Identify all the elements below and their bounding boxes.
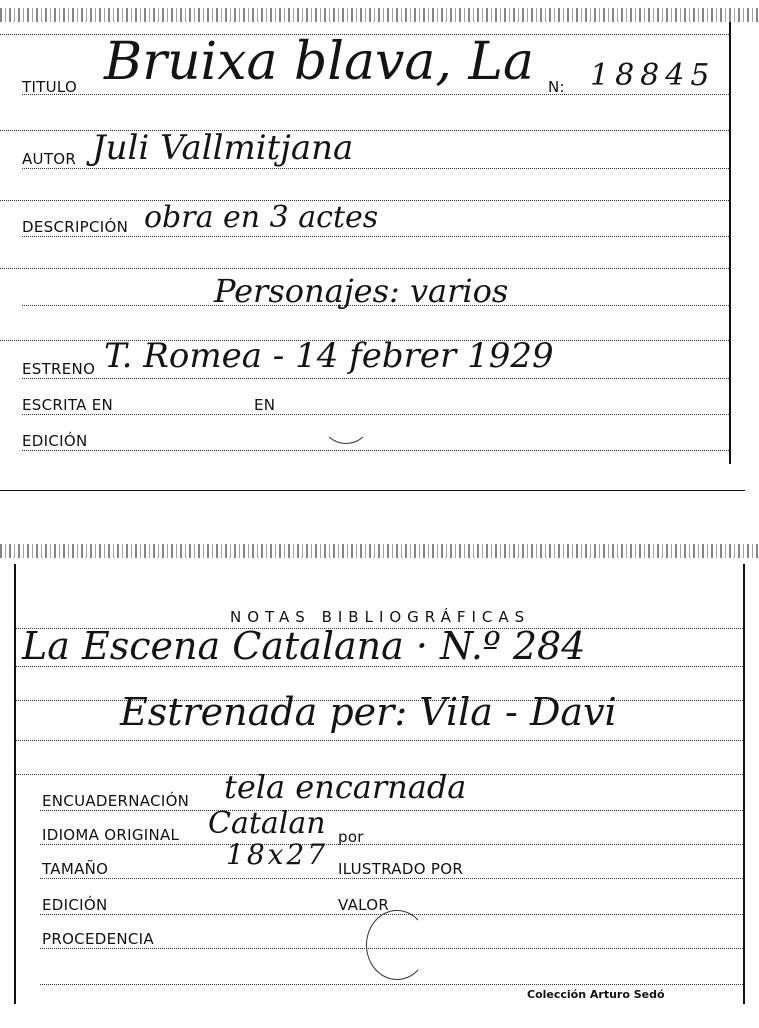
rule xyxy=(40,844,743,845)
numero-value: 18845 xyxy=(590,58,716,93)
notas-title: NOTAS BIBLIOGRÁFICAS xyxy=(230,608,531,626)
card-left-border xyxy=(14,564,16,1004)
idioma-value: Catalan xyxy=(208,806,326,841)
autor-label: AUTOR xyxy=(22,150,77,168)
procedencia-label: PROCEDENCIA xyxy=(42,930,154,948)
catalog-card-back xyxy=(0,538,759,1028)
card-right-border xyxy=(743,564,745,1004)
ilustrado-label: ILUSTRADO POR xyxy=(338,860,464,878)
descripcion-label: DESCRIPCIÓN xyxy=(22,218,129,236)
tamano-label: TAMAÑO xyxy=(42,860,109,878)
rule xyxy=(22,94,729,95)
estreno-label: ESTRENO xyxy=(22,360,96,378)
titulo-value: Bruixa blava, La xyxy=(104,32,534,92)
card-bottom-edge xyxy=(0,490,745,491)
catalog-card-front xyxy=(0,0,759,495)
idioma-label: IDIOMA ORIGINAL xyxy=(42,826,180,844)
stamp-mark xyxy=(322,400,370,444)
encuadernacion-label: ENCUADERNACIÓN xyxy=(42,792,190,810)
estreno-value: T. Romea - 14 febrer 1929 xyxy=(104,336,554,376)
en-label: EN xyxy=(254,396,276,414)
rule xyxy=(40,878,743,879)
nota-line-1: La Escena Catalana · N.º 284 xyxy=(22,624,586,668)
collection-credit: Colección Arturo Sedó xyxy=(527,988,665,1001)
rule xyxy=(22,450,729,451)
rule xyxy=(22,378,729,379)
card-right-border xyxy=(729,22,731,464)
rule xyxy=(0,268,729,269)
rule xyxy=(40,984,743,985)
rule xyxy=(14,740,743,741)
personajes-value: Personajes: varios xyxy=(214,272,509,310)
rule xyxy=(22,236,729,237)
escrita-label: ESCRITA EN xyxy=(22,396,114,414)
stamp-mark xyxy=(366,910,428,980)
encuadernacion-value: tela encarnada xyxy=(224,768,467,806)
torn-top-edge xyxy=(0,544,759,558)
titulo-label: TITULO xyxy=(22,78,78,96)
edicion-label: EDICIÓN xyxy=(42,896,108,914)
tamano-value: 18x27 xyxy=(226,838,329,871)
rule xyxy=(22,168,729,169)
autor-value: Juli Vallmitjana xyxy=(92,128,354,168)
por-label: por xyxy=(338,828,364,846)
edicion-label: EDICIÓN xyxy=(22,432,88,450)
rule xyxy=(22,414,729,415)
descripcion-value: obra en 3 actes xyxy=(144,200,379,235)
torn-top-edge xyxy=(0,8,759,22)
nota-line-2: Estrenada per: Vila - Davi xyxy=(120,690,617,734)
rule xyxy=(40,810,743,811)
valor-label: VALOR xyxy=(338,896,390,914)
numero-label: N: xyxy=(548,78,565,96)
